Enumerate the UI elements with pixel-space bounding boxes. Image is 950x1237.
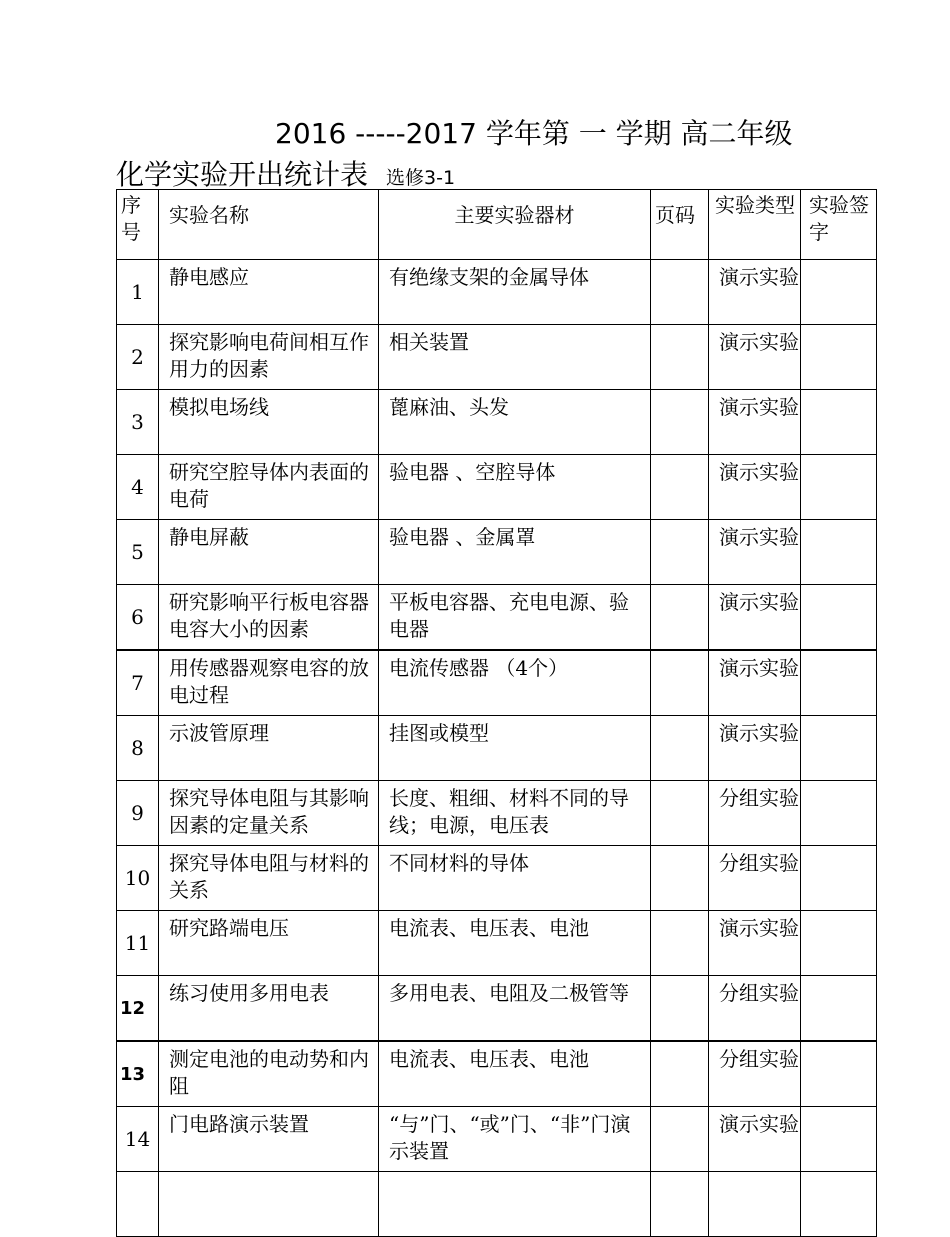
experiment-equipment: 验电器 、金属罩 (379, 520, 651, 585)
experiment-equipment: 平板电容器、充电电源、验电器 (379, 585, 651, 651)
row-number: 9 (117, 781, 159, 846)
experiment-page (651, 455, 709, 520)
header-sign: 实验签字 (801, 190, 877, 260)
experiment-sign (801, 650, 877, 716)
experiment-name: 研究空腔导体内表面的电荷 (159, 455, 379, 520)
experiment-page (651, 1107, 709, 1172)
experiment-sign (801, 455, 877, 520)
experiment-equipment: “与”门、“或”门、“非”门演示装置 (379, 1107, 651, 1172)
experiment-page (651, 716, 709, 781)
experiment-type: 演示实验 (709, 585, 801, 651)
experiment-equipment: 多用电表、电阻及二极管等 (379, 976, 651, 1042)
experiment-sign (801, 1041, 877, 1107)
table-row (117, 455, 877, 520)
experiment-sign (801, 976, 877, 1042)
experiment-sign (801, 585, 877, 651)
experiment-equipment (379, 1172, 651, 1237)
table-row (117, 1041, 877, 1107)
row-number: 2 (117, 325, 159, 390)
header-equipment: 主要实验器材 (379, 190, 651, 260)
table-row (117, 1172, 877, 1237)
row-number: 5 (117, 520, 159, 585)
experiment-sign (801, 846, 877, 911)
experiment-page (651, 781, 709, 846)
experiment-name: 示波管原理 (159, 716, 379, 781)
table-row (117, 325, 877, 390)
document-title-line2 (116, 153, 455, 193)
experiment-table (116, 189, 877, 1237)
experiment-page (651, 1041, 709, 1107)
header-name: 实验名称 (159, 190, 379, 260)
experiment-type: 演示实验 (709, 650, 801, 716)
row-number: 7 (117, 650, 159, 716)
experiment-sign (801, 1172, 877, 1237)
table-row (117, 260, 877, 325)
experiment-name: 探究导体电阻与其影响因素的定量关系 (159, 781, 379, 846)
experiment-name: 静电屏蔽 (159, 520, 379, 585)
header-type: 实验类型 (709, 190, 801, 260)
experiment-sign (801, 520, 877, 585)
experiment-page (651, 520, 709, 585)
experiment-page (651, 911, 709, 976)
row-number: 11 (117, 911, 159, 976)
experiment-sign (801, 390, 877, 455)
experiment-page (651, 846, 709, 911)
experiment-name: 研究路端电压 (159, 911, 379, 976)
experiment-type: 演示实验 (709, 325, 801, 390)
experiment-page (651, 390, 709, 455)
table-row (117, 781, 877, 846)
experiment-type: 分组实验 (709, 976, 801, 1042)
experiment-type: 演示实验 (709, 1107, 801, 1172)
row-number: 1 (117, 260, 159, 325)
experiment-sign (801, 911, 877, 976)
experiment-sign (801, 716, 877, 781)
experiment-type: 演示实验 (709, 455, 801, 520)
experiment-page (651, 260, 709, 325)
row-number: 8 (117, 716, 159, 781)
table-row (117, 911, 877, 976)
experiment-type: 演示实验 (709, 520, 801, 585)
course-subtitle: 选修3-1 (386, 167, 456, 189)
experiment-equipment: 不同材料的导体 (379, 846, 651, 911)
row-number: 4 (117, 455, 159, 520)
table-title: 化学实验开出统计表 (116, 158, 369, 191)
table-row (117, 846, 877, 911)
experiment-equipment: 挂图或模型 (379, 716, 651, 781)
experiment-name: 练习使用多用电表 (159, 976, 379, 1042)
experiment-type: 分组实验 (709, 781, 801, 846)
experiment-name: 静电感应 (159, 260, 379, 325)
experiment-sign (801, 1107, 877, 1172)
table-row (117, 976, 877, 1042)
experiment-type: 演示实验 (709, 390, 801, 455)
row-number: 12 (117, 976, 159, 1042)
experiment-name: 门电路演示装置 (159, 1107, 379, 1172)
experiment-equipment: 电流表、电压表、电池 (379, 911, 651, 976)
table-row (117, 585, 877, 651)
row-number: 3 (117, 390, 159, 455)
experiment-type: 演示实验 (709, 911, 801, 976)
experiment-equipment: 电流表、电压表、电池 (379, 1041, 651, 1107)
table-row (117, 1107, 877, 1172)
experiment-table-container (116, 189, 869, 1163)
document-title-line1: 2016 -----2017 学年第 一 学期 高二年级 (275, 117, 793, 150)
experiment-name: 探究影响电荷间相互作用力的因素 (159, 325, 379, 390)
experiment-sign (801, 260, 877, 325)
table-row (117, 390, 877, 455)
experiment-type: 分组实验 (709, 846, 801, 911)
experiment-equipment: 有绝缘支架的金属导体 (379, 260, 651, 325)
experiment-page (651, 1172, 709, 1237)
row-number: 6 (117, 585, 159, 651)
experiment-equipment: 长度、粗细、材料不同的导线；电源，电压表 (379, 781, 651, 846)
header-no: 序号 (117, 190, 159, 260)
table-row (117, 716, 877, 781)
experiment-sign (801, 325, 877, 390)
experiment-type: 分组实验 (709, 1041, 801, 1107)
row-number: 13 (117, 1041, 159, 1107)
experiment-name: 用传感器观察电容的放电过程 (159, 650, 379, 716)
table-row (117, 650, 877, 716)
row-number (117, 1172, 159, 1237)
header-page: 页码 (651, 190, 709, 260)
experiment-equipment: 电流传感器 （4个） (379, 650, 651, 716)
experiment-name: 探究导体电阻与材料的关系 (159, 846, 379, 911)
experiment-type: 演示实验 (709, 260, 801, 325)
experiment-sign (801, 781, 877, 846)
row-number: 10 (117, 846, 159, 911)
experiment-equipment: 验电器 、空腔导体 (379, 455, 651, 520)
experiment-name: 研究影响平行板电容器电容大小的因素 (159, 585, 379, 651)
experiment-name (159, 1172, 379, 1237)
experiment-page (651, 325, 709, 390)
experiment-name: 模拟电场线 (159, 390, 379, 455)
experiment-name: 测定电池的电动势和内阻 (159, 1041, 379, 1107)
experiment-equipment: 相关装置 (379, 325, 651, 390)
experiment-page (651, 585, 709, 651)
experiment-type (709, 1172, 801, 1237)
row-number: 14 (117, 1107, 159, 1172)
table-row (117, 520, 877, 585)
table-header-row (117, 190, 877, 260)
experiment-page (651, 976, 709, 1042)
experiment-page (651, 650, 709, 716)
experiment-equipment: 蓖麻油、头发 (379, 390, 651, 455)
experiment-type: 演示实验 (709, 716, 801, 781)
